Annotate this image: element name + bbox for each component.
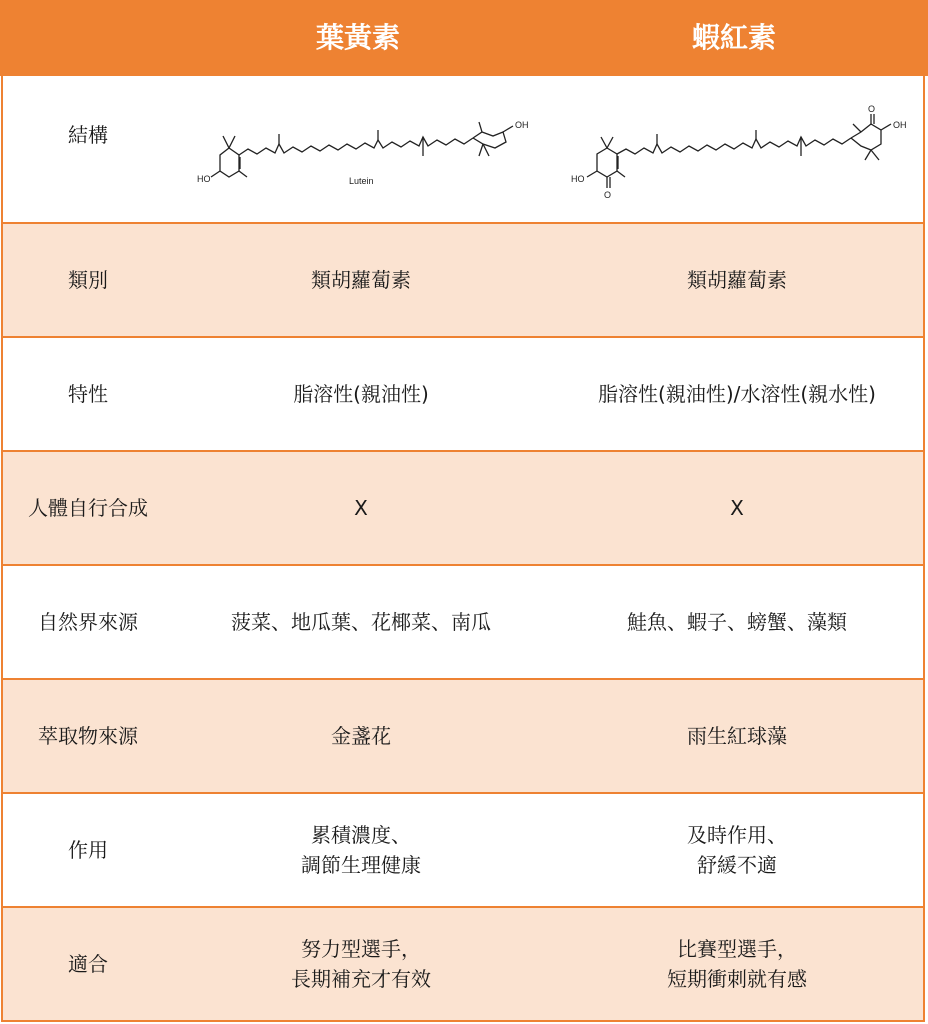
astaxanthin-value: 類胡蘿蔔素 (687, 268, 787, 292)
astaxanthin-value: X (730, 496, 744, 520)
lutein-value-line-1: 累積濃度、 (311, 823, 411, 847)
header-corner (0, 0, 170, 76)
astaxanthin-o-bottom-label: O (604, 190, 612, 200)
astaxanthin-value-line-2: 短期衝刺就有感 (667, 967, 807, 991)
row-structure (1, 76, 925, 224)
astaxanthin-value: 鮭魚、蝦子、螃蟹、藻類 (627, 610, 847, 634)
astaxanthin-value-line-1: 及時作用、 (687, 823, 787, 847)
lutein-ho-label: HO (197, 174, 211, 184)
row-label: 結構 (68, 123, 108, 147)
row-label: 適合 (68, 952, 108, 976)
lutein-oh-label: OH (515, 120, 529, 130)
lutein-value-line-1: 努力型選手， (301, 937, 421, 961)
row-synthesis (1, 452, 925, 566)
row-label: 特性 (68, 382, 108, 406)
row-category (1, 224, 925, 338)
astaxanthin-value-line-1: 比賽型選手， (677, 937, 797, 961)
lutein-value: 金盞花 (331, 724, 391, 748)
astaxanthin-value (549, 908, 925, 1020)
lutein-value-line-2: 長期補充才有效 (291, 967, 431, 991)
row-label: 自然界來源 (38, 610, 138, 634)
astaxanthin-value (549, 794, 925, 906)
row-property (1, 338, 925, 452)
astaxanthin-ho-label: HO (571, 174, 585, 184)
header-lutein: 葉黃素 (315, 21, 400, 54)
lutein-structure-diagram (173, 76, 549, 222)
lutein-value: X (354, 496, 368, 520)
row-label: 人體自行合成 (28, 496, 148, 520)
astaxanthin-value: 脂溶性(親油性)/水溶性(親水性) (598, 382, 876, 406)
row-label: 類別 (68, 268, 108, 292)
lutein-value (173, 908, 549, 1020)
lutein-structure-svg (173, 76, 549, 222)
astaxanthin-value: 雨生紅球藻 (687, 724, 787, 748)
lutein-value (173, 794, 549, 906)
lutein-value: 類胡蘿蔔素 (311, 268, 411, 292)
astaxanthin-structure-svg (549, 76, 925, 222)
header-astaxanthin: 蝦紅素 (691, 21, 776, 54)
row-label: 萃取物來源 (38, 724, 138, 748)
lutein-value-line-2: 調節生理健康 (301, 853, 421, 877)
row-natural-source (1, 566, 925, 680)
row-suitable (1, 908, 925, 1022)
astaxanthin-value-line-2: 舒緩不適 (697, 853, 777, 877)
astaxanthin-oh-label: OH (893, 120, 907, 130)
table-header (0, 0, 928, 76)
row-label: 作用 (68, 838, 108, 862)
row-extract-source (1, 680, 925, 794)
row-effect (1, 794, 925, 908)
lutein-name-label: Lutein (349, 176, 374, 186)
lutein-value: 菠菜、地瓜葉、花椰菜、南瓜 (231, 610, 491, 634)
astaxanthin-structure-diagram (549, 76, 925, 222)
astaxanthin-o-top-label: O (868, 104, 876, 114)
lutein-value: 脂溶性(親油性) (293, 382, 429, 406)
